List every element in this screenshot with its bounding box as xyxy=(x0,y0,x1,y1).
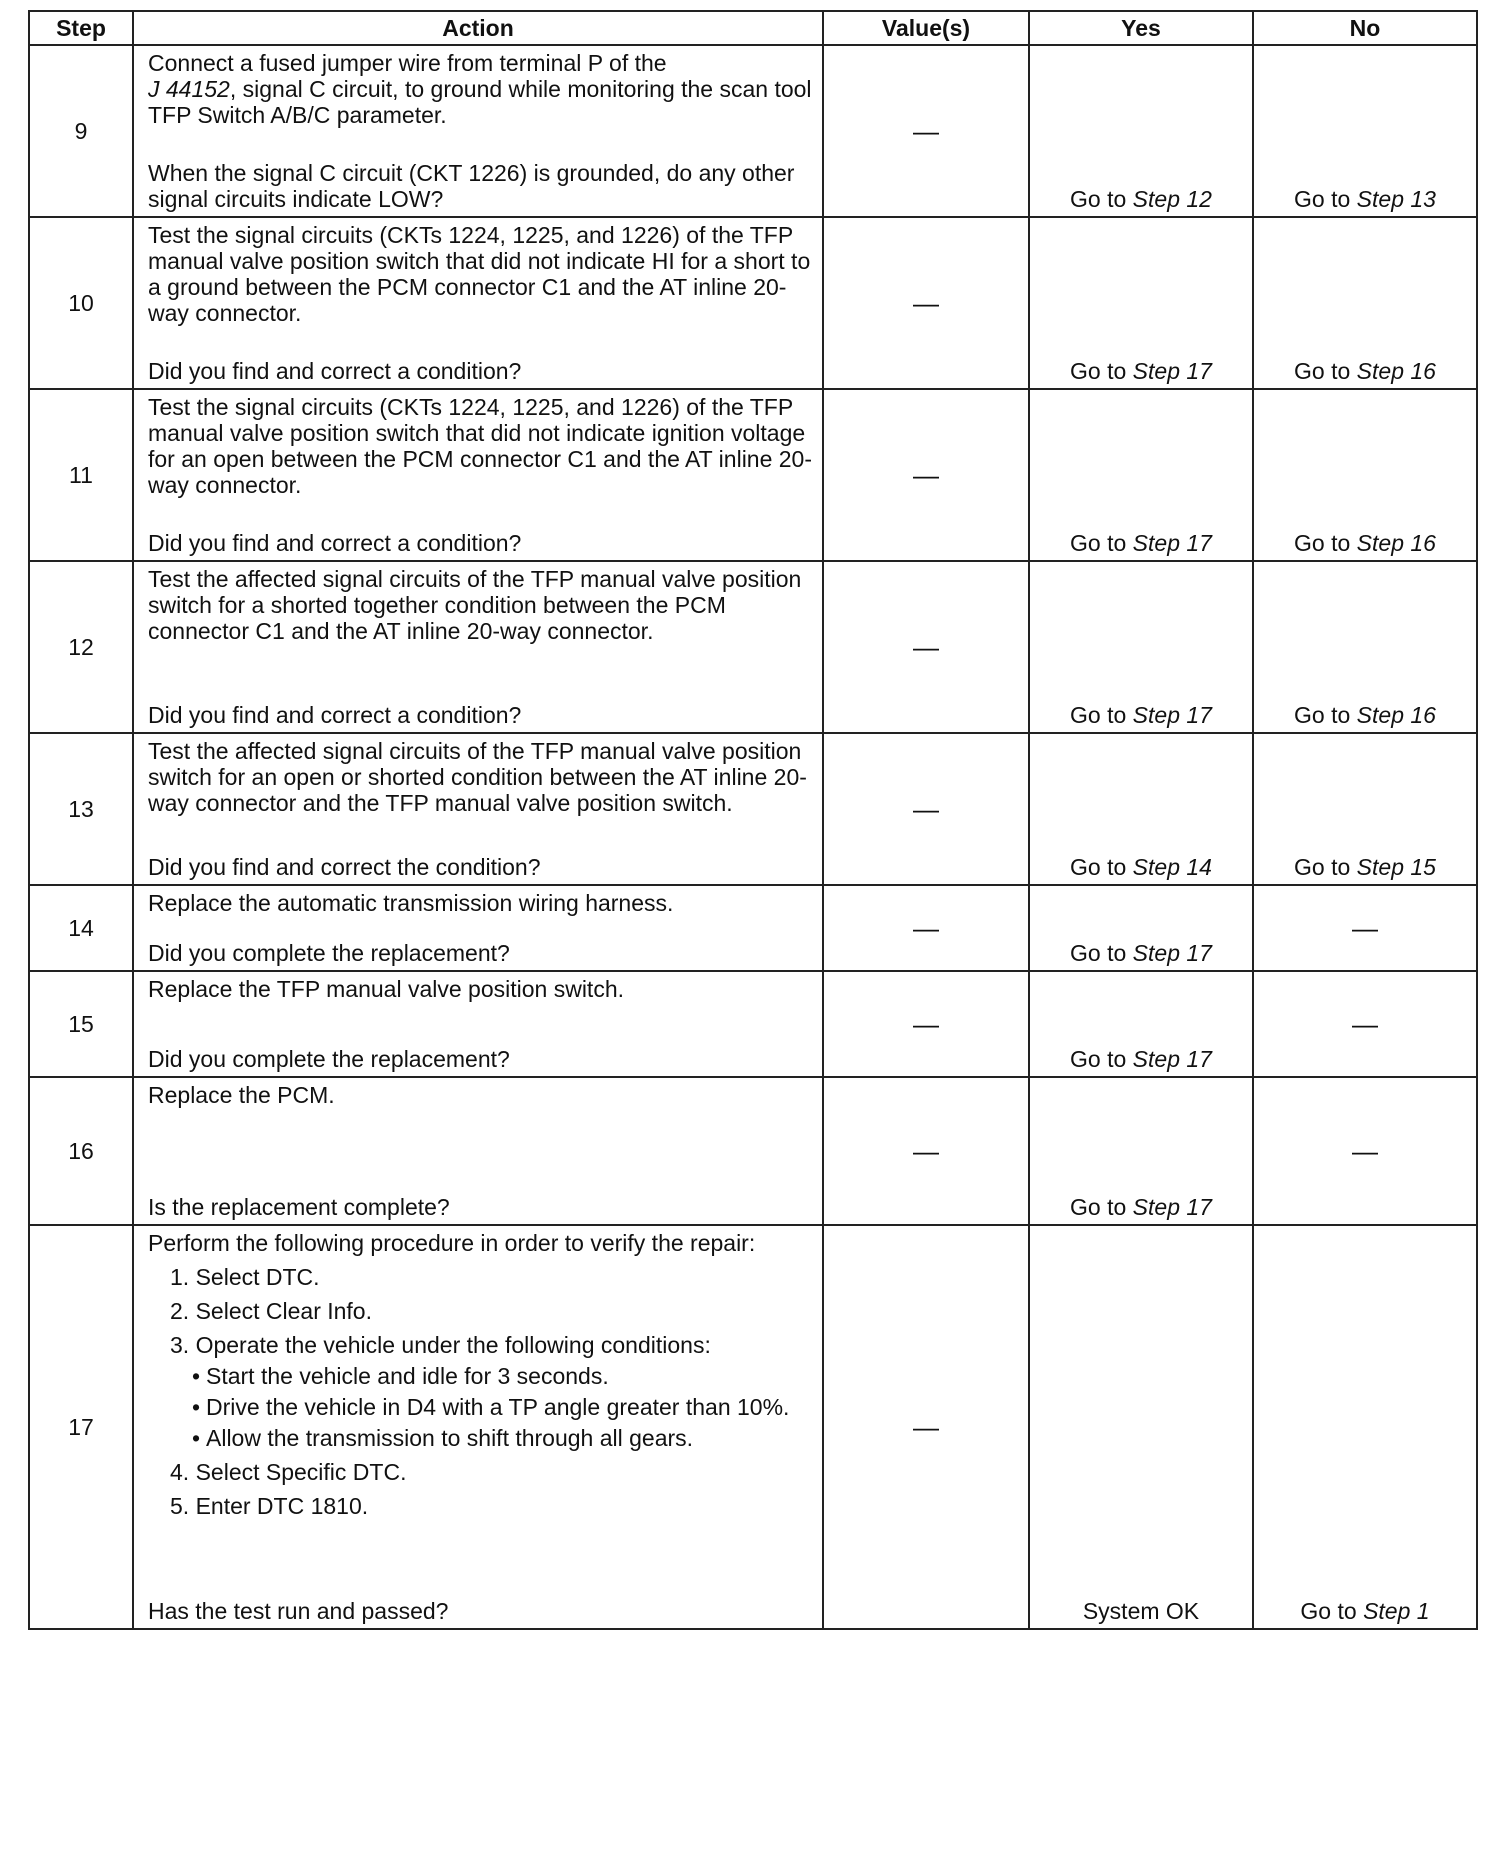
yes-cell: Go to Step 17 xyxy=(1029,1077,1253,1225)
question-text: Has the test run and passed? xyxy=(148,1598,449,1624)
yes-cell: Go to Step 17 xyxy=(1029,885,1253,971)
yes-cell: Go to Step 17 xyxy=(1029,971,1253,1077)
step-number: 17 xyxy=(29,1225,133,1629)
yes-cell: Go to Step 17 xyxy=(1029,561,1253,733)
procedure-item: 2. Select Clear Info. xyxy=(170,1298,372,1324)
no-cell: — xyxy=(1253,971,1477,1077)
yes-cell: System OK xyxy=(1029,1225,1253,1629)
table-row xyxy=(29,389,1477,561)
header-yes: Yes xyxy=(1029,11,1253,45)
action-text: Replace the automatic transmission wiring harness. xyxy=(148,890,674,916)
action-cell xyxy=(133,561,823,733)
action-text: Test the signal circuits (CKTs 1224, 1225, and 1226) of the TFP manual valve position switch that did not indicate ignition voltage for an open between the PCM connector C1 and the AT inline 20-way connector. xyxy=(148,394,813,498)
action-cell xyxy=(133,1077,823,1225)
step-number: 16 xyxy=(29,1077,133,1225)
value-cell: — xyxy=(823,217,1029,389)
question-text: Did you find and correct a condition? xyxy=(148,702,522,728)
condition-item: • Start the vehicle and idle for 3 seconds. xyxy=(192,1363,609,1389)
question-text: Did you find and correct a condition? xyxy=(148,358,522,384)
yes-step-link[interactable]: Step 17 xyxy=(1132,530,1212,556)
table-row xyxy=(29,561,1477,733)
action-cell xyxy=(133,885,823,971)
yes-step-link[interactable]: Step 17 xyxy=(1132,702,1212,728)
step-number: 14 xyxy=(29,885,133,971)
value-cell: — xyxy=(823,1225,1029,1629)
procedure-item: 5. Enter DTC 1810. xyxy=(170,1493,369,1519)
no-step-link[interactable]: Step 16 xyxy=(1356,702,1436,728)
question-text: When the signal C circuit (CKT 1226) is grounded, do any other signal circuits indicate LOW? xyxy=(148,160,795,212)
value-cell: — xyxy=(823,561,1029,733)
bullet-icon: • xyxy=(192,1425,201,1451)
condition-item: • Allow the transmission to shift through all gears. xyxy=(192,1425,694,1451)
action-text: Replace the PCM. xyxy=(148,1082,335,1108)
action-cell xyxy=(133,1225,823,1629)
table-row xyxy=(29,217,1477,389)
step-number: 13 xyxy=(29,733,133,885)
step-number: 9 xyxy=(29,45,133,217)
header-values: Value(s) xyxy=(823,11,1029,45)
yes-cell: Go to Step 14 xyxy=(1029,733,1253,885)
yes-cell: Go to Step 12 xyxy=(1029,45,1253,217)
action-cell xyxy=(133,45,823,217)
yes-step-link[interactable]: Step 17 xyxy=(1132,1194,1212,1220)
question-text: Did you complete the replacement? xyxy=(148,1046,510,1072)
step-number: 12 xyxy=(29,561,133,733)
yes-step-link[interactable]: Step 17 xyxy=(1132,940,1212,966)
yes-step-link[interactable]: Step 17 xyxy=(1132,358,1212,384)
table-row xyxy=(29,733,1477,885)
no-step-link[interactable]: Step 16 xyxy=(1356,358,1436,384)
step-number: 11 xyxy=(29,389,133,561)
yes-cell: Go to Step 17 xyxy=(1029,389,1253,561)
condition-list xyxy=(148,1364,812,1451)
value-cell: — xyxy=(823,1077,1029,1225)
yes-step-link[interactable]: Step 12 xyxy=(1132,186,1212,212)
procedure-intro: Perform the following procedure in order to verify the repair: xyxy=(148,1230,756,1256)
action-cell xyxy=(133,733,823,885)
no-cell: Go to Step 15 xyxy=(1253,733,1477,885)
question-text: Did you find and correct a condition? xyxy=(148,530,522,556)
no-cell: — xyxy=(1253,885,1477,971)
table-row xyxy=(29,971,1477,1077)
value-cell: — xyxy=(823,885,1029,971)
step-number: 10 xyxy=(29,217,133,389)
tool-reference: J 44152 xyxy=(148,76,230,102)
bullet-icon: • xyxy=(192,1394,201,1420)
value-cell: — xyxy=(823,971,1029,1077)
action-cell xyxy=(133,389,823,561)
procedure-item: 3. Operate the vehicle under the following conditions: • Start the vehicle and idle for 3 seconds. • Drive the vehicle in D4 with a TP angle greater than 10%. • Allow the transmission to shift through all gears. xyxy=(148,1332,812,1451)
action-cell xyxy=(133,971,823,1077)
header-action: Action xyxy=(133,11,823,45)
action-text: Replace the TFP manual valve position switch. xyxy=(148,976,625,1002)
header-no: No xyxy=(1253,11,1477,45)
procedure-item: 1. Select DTC. xyxy=(170,1264,320,1290)
no-cell: — xyxy=(1253,1077,1477,1225)
question-text: Did you find and correct the condition? xyxy=(148,854,541,880)
no-step-link[interactable]: Step 15 xyxy=(1356,854,1436,880)
action-cell xyxy=(133,217,823,389)
action-text: Test the signal circuits (CKTs 1224, 1225, and 1226) of the TFP manual valve position switch that did not indicate HI for a short to a ground between the PCM connector C1 and the AT inline 20-way connector. xyxy=(148,222,811,326)
yes-step-link[interactable]: Step 14 xyxy=(1132,854,1212,880)
procedure-list xyxy=(148,1264,812,1519)
no-cell: Go to Step 16 xyxy=(1253,217,1477,389)
no-cell: Go to Step 16 xyxy=(1253,561,1477,733)
header-row xyxy=(29,11,1477,45)
table-row xyxy=(29,1077,1477,1225)
table-row xyxy=(29,885,1477,971)
value-cell: — xyxy=(823,45,1029,217)
value-cell: — xyxy=(823,733,1029,885)
table-row xyxy=(29,45,1477,217)
no-step-link[interactable]: Step 13 xyxy=(1356,186,1436,212)
no-step-link[interactable]: Step 1 xyxy=(1363,1598,1430,1624)
yes-step-link[interactable]: Step 17 xyxy=(1132,1046,1212,1072)
no-cell: Go to Step 13 xyxy=(1253,45,1477,217)
table-row xyxy=(29,1225,1477,1629)
step-number: 15 xyxy=(29,971,133,1077)
no-cell: Go to Step 1 xyxy=(1253,1225,1477,1629)
yes-cell: Go to Step 17 xyxy=(1029,217,1253,389)
bullet-icon: • xyxy=(192,1363,201,1389)
question-text: Is the replacement complete? xyxy=(148,1194,450,1220)
question-text: Did you complete the replacement? xyxy=(148,940,510,966)
header-step: Step xyxy=(29,11,133,45)
procedure-block xyxy=(148,1230,812,1519)
action-text: Test the affected signal circuits of the TFP manual valve position switch for a shorted together condition between the PCM connector C1 and the AT inline 20-way connector. xyxy=(148,566,802,644)
no-cell: Go to Step 16 xyxy=(1253,389,1477,561)
procedure-item: 4. Select Specific DTC. xyxy=(170,1459,407,1485)
action-text: Test the affected signal circuits of the TFP manual valve position switch for an open or shorted condition between the AT inline 20-way connector and the TFP manual valve position switch. xyxy=(148,738,807,816)
diagnostic-table xyxy=(28,10,1478,1630)
action-text: Connect a fused jumper wire from terminal P of the J 44152, signal C circuit, to ground while monitoring the scan tool TFP Switch A/B/C parameter. xyxy=(148,50,812,128)
value-cell: — xyxy=(823,389,1029,561)
no-step-link[interactable]: Step 16 xyxy=(1356,530,1436,556)
condition-item: • Drive the vehicle in D4 with a TP angle greater than 10%. xyxy=(192,1394,790,1420)
